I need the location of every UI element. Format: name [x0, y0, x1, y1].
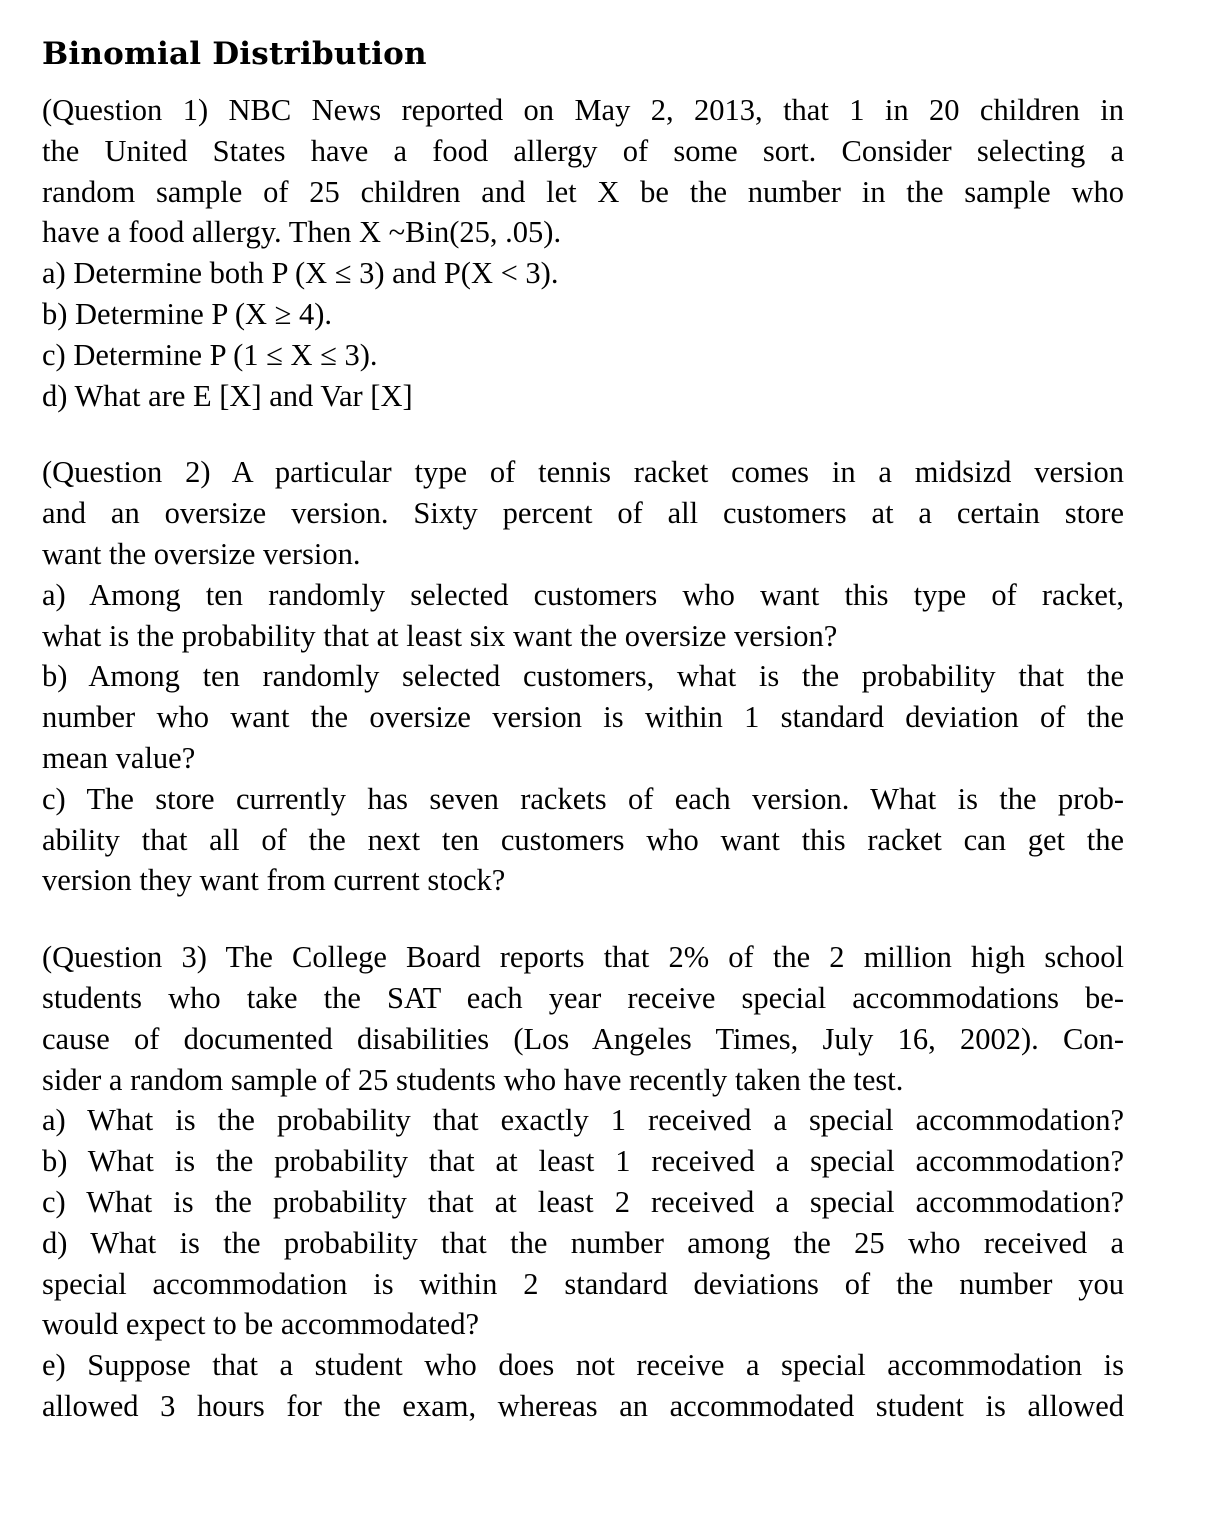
question-2-part-c-end: version they want from current stock?: [42, 863, 506, 898]
question-1-part-c: c) Determine P (1 ≤ X ≤ 3).: [42, 337, 378, 372]
question-3-line: (Question 3) The College Board reports that 2% of the 2 million high school: [42, 940, 1124, 975]
question-1-line: random sample of 25 children and let X be the number in the sample who: [42, 174, 1124, 209]
question-3-part-c: c) What is the probability that at least 2 received a special accommodation?: [42, 1184, 1124, 1219]
question-2-part-a: a) Among ten randomly selected customers who want this type of racket,: [42, 577, 1124, 612]
question-2-part-b-cont: number who want the oversize version is within 1 standard deviation of the: [42, 700, 1124, 735]
question-2-line: want the oversize version.: [42, 536, 361, 571]
question-3-line: cause of documented disabilities (Los Angeles Times, July 16, 2002). Con-: [42, 1021, 1124, 1056]
question-3: [42, 937, 1124, 1427]
question-2-part-c-cont: ability that all of the next ten customers who want this racket can get the: [42, 822, 1124, 857]
question-2-line: and an oversize version. Sixty percent of all customers at a certain store: [42, 496, 1124, 531]
question-2-line: (Question 2) A particular type of tennis racket comes in a midsizd version: [42, 455, 1124, 490]
question-3-part-e-cont: allowed 3 hours for the exam, whereas an accommodated student is allowed: [42, 1388, 1124, 1423]
question-3-line: sider a random sample of 25 students who have recently taken the test.: [42, 1062, 904, 1097]
question-1-part-a: a) Determine both P (X ≤ 3) and P(X < 3).: [42, 256, 559, 291]
question-3-part-e: e) Suppose that a student who does not receive a special accommodation is: [42, 1348, 1124, 1383]
question-2-part-a-cont: what is the probability that at least six want the oversize version?: [42, 618, 838, 653]
question-2-part-b-end: mean value?: [42, 740, 196, 775]
document-title: Binomial Distribution: [42, 36, 427, 72]
paragraph-gap: [42, 901, 1124, 937]
paragraph-gap: [42, 416, 1124, 452]
question-2: [42, 452, 1124, 901]
question-1-line: have a food allergy. Then X ~Bin(25, .05).: [42, 215, 562, 250]
question-1-part-d: d) What are E [X] and Var [X]: [42, 378, 413, 413]
question-3-part-b: b) What is the probability that at least 1 received a special accommodation?: [42, 1144, 1124, 1179]
question-2-part-c: c) The store currently has seven rackets of each version. What is the prob-: [42, 781, 1124, 816]
question-1-line: the United States have a food allergy of some sort. Consider selecting a: [42, 133, 1124, 168]
question-3-part-d-cont: special accommodation is within 2 standard deviations of the number you: [42, 1266, 1124, 1301]
question-1-part-b: b) Determine P (X ≥ 4).: [42, 296, 333, 331]
question-3-line: students who take the SAT each year receive special accommodations be-: [42, 980, 1124, 1015]
question-1: [42, 90, 1124, 416]
question-1-line: (Question 1) NBC News reported on May 2, 2013, that 1 in 20 children in: [42, 93, 1124, 127]
document-page: [42, 28, 1124, 1427]
question-3-part-d-end: would expect to be accommodated?: [42, 1307, 479, 1342]
question-3-part-a: a) What is the probability that exactly 1 received a special accommodation?: [42, 1103, 1124, 1138]
question-3-part-d: d) What is the probability that the number among the 25 who received a: [42, 1225, 1124, 1260]
question-2-part-b: b) Among ten randomly selected customers, what is the probability that the: [42, 659, 1124, 694]
